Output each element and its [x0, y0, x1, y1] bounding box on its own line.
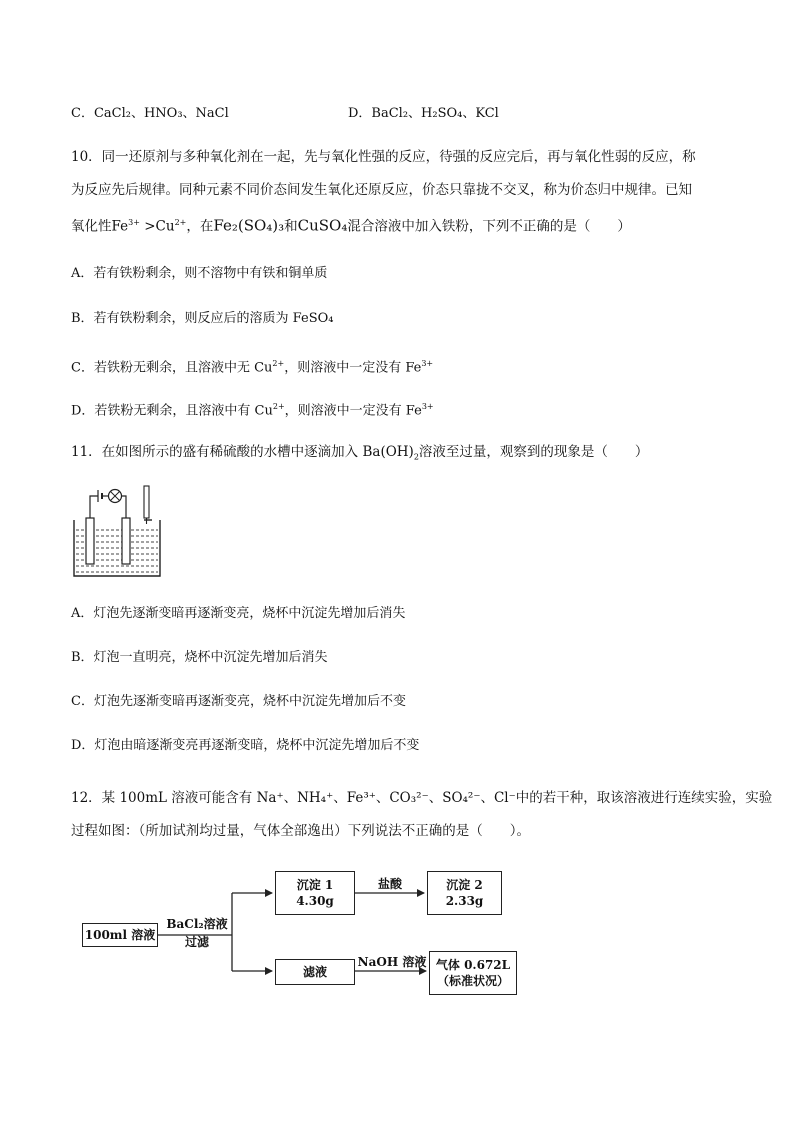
- q12-stem-line2: 过程如图：（所加试剂均过量，气体全部逸出）下列说法不正确的是（ ）。: [71, 823, 530, 839]
- precipitate1-mass: 4.30g: [296, 894, 334, 908]
- precipitate2-name: 沉淀 2: [446, 878, 483, 892]
- q10-stem-line2: 为反应先后规律。同种元素不同价态间发生氧化还原反应，价态只靠拢不交叉，称为价态归中规律。已知: [71, 182, 692, 198]
- gas-condition: （标准状况）: [436, 974, 509, 988]
- q10-option-c-prefix: C．若铁粉无剩余，且溶液中无 Cu: [71, 360, 273, 376]
- q11-option-a: A．灯泡先逐渐变暗再逐渐变亮，烧杯中沉淀先增加后消失: [71, 606, 406, 621]
- precipitate2-mass: 2.33g: [445, 894, 484, 908]
- cu-charge: 2+: [272, 359, 285, 368]
- q10-line3-mid: ，在: [186, 218, 214, 235]
- q12-stem-line1: 12．某 100mL 溶液可能含有 Na⁺、NH₄⁺、Fe³⁺、CO₃²⁻、SO₄²⁻、Cl⁻中的若干种，取该溶液进行连续实验，实验: [71, 790, 773, 806]
- flow-start-box: [82, 923, 158, 947]
- q9-option-c: C．CaCl₂、HNO₃、NaCl: [71, 106, 229, 121]
- flow-reagent1-sub-label: 过滤: [184, 935, 209, 949]
- flow-filtrate-box: [275, 959, 355, 985]
- q10-line3-suffix: 混合溶液中加入铁粉，下列不正确的是（ ）: [347, 218, 631, 235]
- flow-gas-box: [429, 951, 517, 995]
- q10-option-d: [71, 397, 434, 421]
- cu-charge: 2+: [272, 402, 285, 411]
- q10-line3-prefix: 氧化性: [71, 218, 112, 235]
- gt-cu: >Cu: [139, 218, 175, 235]
- q10-option-c: [71, 354, 433, 378]
- q10-option-c-mid: ，则溶液中一定没有 Fe: [284, 360, 422, 376]
- flow-precipitate1-box: [275, 871, 355, 915]
- fe-charge: 3+: [128, 218, 140, 227]
- flow-reagent1-label: BaCl₂溶液: [166, 917, 228, 931]
- gas-volume: 气体 0.672L: [435, 958, 511, 972]
- q11-stem-prefix: 11．在如图所示的盛有稀硫酸的水槽中逐滴加入 Ba(OH): [71, 444, 414, 460]
- fe-symbol: Fe: [111, 218, 129, 235]
- q10-stem-line1: 10．同一还原剂与多种氧化剂在一起，先与氧化性强的反应，待强的反应完后，再与氧化性弱的反应，称: [71, 149, 696, 165]
- precipitate1-name: 沉淀 1: [296, 878, 334, 892]
- q10-option-a: A．若有铁粉剩余，则不溶物中有铁和铜单质: [71, 266, 328, 281]
- fe2so43-formula: Fe₂(SO₄)₃: [213, 216, 285, 235]
- cuso4-formula: CuSO₄: [297, 216, 348, 235]
- q10-line3-and: 和: [284, 218, 298, 235]
- cu-charge: 2+: [174, 218, 187, 227]
- q11-stem: [71, 442, 648, 468]
- flow-reagent3-label: NaOH 溶液: [357, 955, 427, 969]
- q11-option-d: D．灯泡由暗逐渐变亮再逐渐变暗，烧杯中沉淀先增加后不变: [71, 738, 420, 753]
- q10-stem-line3: [71, 213, 631, 237]
- q11-stem-sub: 2: [413, 452, 419, 462]
- fe-charge: 3+: [421, 402, 434, 411]
- q9-option-d: D．BaCl₂、H₂SO₄、KCl: [348, 106, 499, 121]
- filtrate-label: 滤液: [302, 965, 327, 979]
- flow-precipitate2-box: [427, 871, 502, 915]
- q11-option-b: B．灯泡一直明亮，烧杯中沉淀先增加后消失: [71, 650, 328, 665]
- flow-reagent2-label: 盐酸: [377, 877, 402, 891]
- flow-start-label: 100ml 溶液: [84, 928, 156, 942]
- q11-option-c: C．灯泡先逐渐变暗再逐渐变亮，烧杯中沉淀先增加后不变: [71, 694, 406, 709]
- q10-option-d-mid: ，则溶液中一定没有 Fe: [284, 403, 422, 419]
- q11-stem-suffix: 溶液至过量，观察到的现象是（ ）: [418, 444, 649, 460]
- fe-charge: 3+: [421, 359, 434, 368]
- q10-option-d-prefix: D．若铁粉无剩余，且溶液中有 Cu: [71, 403, 273, 419]
- q10-option-b: B．若有铁粉剩余，则反应后的溶质为 FeSO₄: [71, 311, 334, 326]
